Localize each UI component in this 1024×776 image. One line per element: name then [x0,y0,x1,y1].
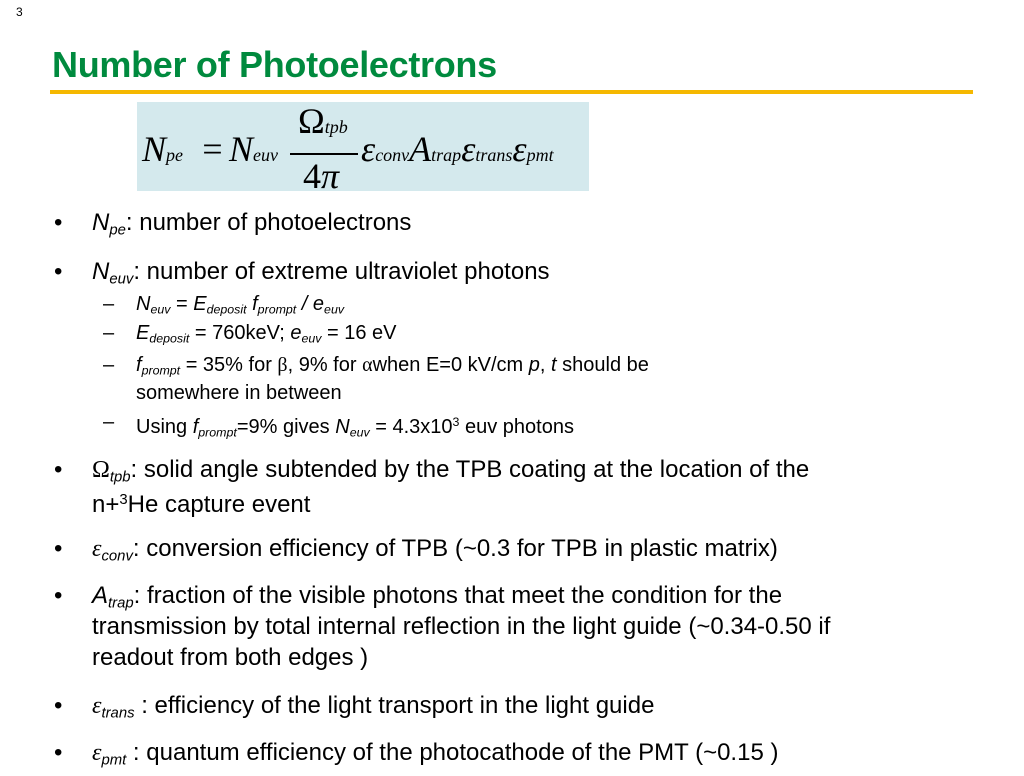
sub4-f: f [192,415,199,438]
beta-symbol: β [277,354,288,376]
sub4-exp: 3 [452,415,460,429]
atrap-text: : fraction of the visible photons that meet the condition for the [133,582,783,609]
bullet-marker: • [54,456,63,483]
omega-subscript: tpb [109,469,131,486]
eps-pmt-symbol: ε [92,740,102,766]
sub1-f: f [252,293,258,315]
npe-symbol: N [92,209,110,236]
atrap-subscript: trap [108,595,134,612]
sub1-f-sub: prompt [257,302,297,317]
bullet-omega-line2 [92,485,310,520]
eq-omega-sub: tpb [324,117,348,137]
bullet-marker: • [54,692,63,719]
conv-subscript: conv [101,548,133,565]
eq-eps-conv: ε [361,129,376,169]
sub3-line2: somewhere in between [136,382,342,404]
neuv-text: : number of extreme ultraviolet photons [133,258,550,285]
sub3-t4: should be [556,354,649,376]
omega-line2b: He capture event [127,491,311,519]
dash-marker: – [103,354,115,376]
neuv-symbol: N [92,258,110,285]
sub3-t: t [551,354,557,376]
sub3-p: p [528,354,540,376]
eq-pi: π [321,156,340,196]
bullet-marker: • [54,535,63,562]
sub-bullet-fprompt-line2 [136,380,342,406]
eq-neuv: N [229,129,254,169]
omega-line2a: n+ [92,491,120,519]
sub3-t2: , 9% for [287,354,363,376]
bullet-trans [54,690,655,729]
bullet-neuv [54,256,550,295]
page-title: Number of Photoelectrons [52,44,497,85]
eq-neuv-sub: euv [253,145,278,165]
eq-omega: Ω [298,101,325,141]
npe-subscript: pe [109,222,126,239]
sub3-t1: = 35% for [180,354,278,376]
sub1-ee-sub: euv [324,302,345,317]
sub2-ee: e [290,322,302,344]
sub3-f: f [136,354,142,376]
eq-pmt-sub: pmt [526,145,554,165]
bullet-atrap-line2 [92,611,830,642]
eq-trans-sub: trans [475,145,513,165]
sub-bullet-neuv-formula [103,291,345,323]
sub2-ee-sub: euv [301,331,322,346]
sub1-n-sub: euv [150,302,171,317]
slide-number: 3 [16,5,23,19]
bullet-pmt [54,737,779,776]
sub4-t1: Using [136,415,193,438]
pmt-subscript: pmt [101,752,127,769]
sub4-n-sub: euv [349,425,370,440]
omega-symbol: Ω [92,457,110,483]
alpha-symbol: α [362,354,373,376]
eq-equals: = [200,129,225,169]
eq-npe: N [142,129,167,169]
atrap-symbol: A [92,582,109,609]
title-underline [50,90,973,94]
sub1-n: N [136,293,151,315]
eq-trap-sub: trap [431,145,462,165]
pmt-text: : quantum efficiency of the photocathode of the PMT (~0.15 ) [126,739,779,766]
sub2-val2: = 16 eV [321,322,397,344]
dash-marker: – [103,411,115,433]
atrap-line3: readout from both edges ) [92,644,369,671]
sub3-comma: , [539,354,552,376]
eq-npe-sub: pe [166,145,184,165]
npe-text: : number of photoelectrons [125,209,412,236]
eq-conv-sub: conv [375,145,410,165]
sub2-val1: = 760keV; [189,322,291,344]
eps-trans-symbol: ε [92,693,102,719]
bullet-npe [54,207,412,246]
conv-text: : conversion efficiency of TPB (~0.3 for TPB in plastic matrix) [132,535,778,562]
bullet-marker: • [54,258,63,285]
sub1-e-sub: deposit [206,302,247,317]
sub-bullet-edeposit [103,320,397,352]
sub-bullet-fprompt [103,352,649,384]
bullet-conv [54,533,778,572]
sub4-n: N [335,415,350,438]
dash-marker: – [103,293,115,315]
sub2-e: E [136,322,150,344]
sub1-ee: e [312,293,325,315]
sub1-e: E [193,293,207,315]
sub4-t2: =9% gives [236,415,336,438]
omega-text: : solid angle subtended by the TPB coating at the location of the [130,456,810,483]
sub3-f-sub: prompt [141,363,181,378]
eps-conv-symbol: ε [92,536,102,562]
sub1-div: / [296,293,313,315]
sub3-t3: when E=0 kV/cm [372,354,529,376]
eq-four: 4 [303,156,321,196]
sub2-e-sub: deposit [149,331,190,346]
sub4-t3: = 4.3x10 [369,415,453,438]
atrap-line2: transmission by total internal reflection in the light guide (~0.34-0.50 if [92,613,831,640]
trans-text: : efficiency of the light transport in the light guide [134,692,655,719]
sub1-eq: = [170,293,194,315]
bullet-marker: • [54,739,63,766]
neuv-subscript: euv [109,271,134,288]
sub-bullet-using-fprompt [103,409,574,446]
omega-exp: 3 [119,492,128,508]
trans-subscript: trans [101,705,135,722]
dash-marker: – [103,322,115,344]
sub4-t4: euv photons [459,415,574,438]
bullet-atrap-line3 [92,642,368,673]
eq-eps-pmt: ε [512,129,527,169]
bullet-marker: • [54,582,63,609]
bullet-marker: • [54,209,63,236]
sub4-f-sub: prompt [198,425,237,440]
eq-a-trap: A [409,129,432,169]
eq-eps-trans: ε [461,129,476,169]
